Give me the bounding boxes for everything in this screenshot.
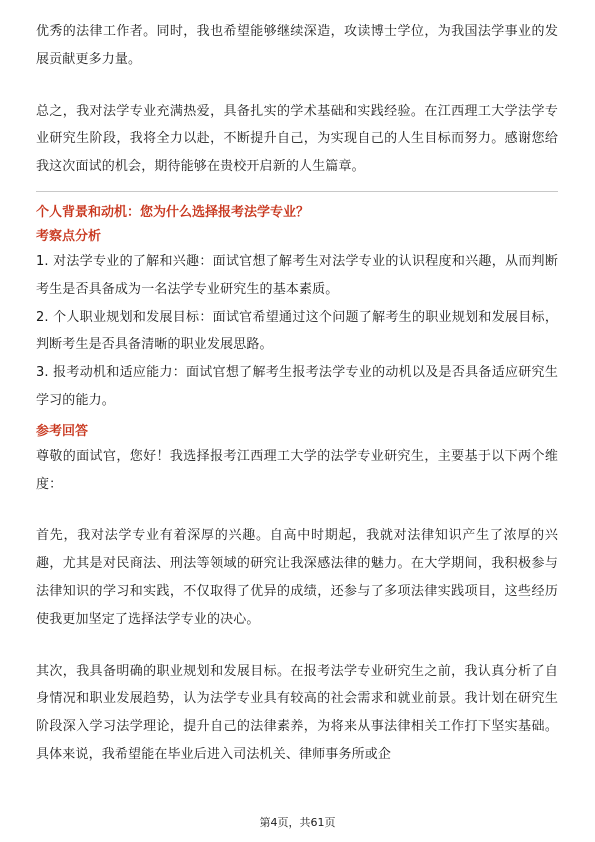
answer-paragraph-1: 首先，我对法学专业有着深厚的兴趣。自高中时期起，我就对法律知识产生了浓厚的兴趣，尤其是对民商法、刑法等领域的研究让我深感法律的魅力。在大学期间，我积极参与法律知识的学习和实践，不仅取得了优异的成绩，还参与了多项法律实践项目，这些经历使我更加坚定了选择法学专业的决心。	[36, 528, 558, 627]
analysis-heading: 考察点分析	[36, 228, 102, 244]
analysis-point-2: 2. 个人职业规划和发展目标：面试官希望通过这个问题了解考生的职业规划和发展目标，判断考生是否具备清晰的职业发展思路。	[36, 309, 558, 353]
page-content	[36, 18, 558, 769]
answer-heading: 参考回答	[36, 423, 89, 439]
spacer	[36, 498, 558, 522]
analysis-point-1: 1. 对法学专业的了解和兴趣：面试官想了解考生对法学专业的认识程度和兴趣，从而判断考生是否具备成为一名法学专业研究生的基本素质。	[36, 253, 558, 297]
paragraph-continuation: 优秀的法律工作者。同时，我也希望能够继续深造，攻读博士学位，为我国法学事业的发展贡献更多力量。	[36, 24, 558, 67]
section-divider	[36, 191, 558, 192]
spacer	[36, 634, 558, 658]
answer-intro: 尊敬的面试官，您好！我选择报考江西理工大学的法学专业研究生，主要基于以下两个维度：	[36, 448, 558, 492]
question-title: 个人背景和动机：您为什么选择报考法学专业？	[36, 204, 310, 220]
page-number: 第4页，共61页	[259, 816, 336, 829]
answer-paragraph-2: 其次，我具备明确的职业规划和发展目标。在报考法学专业研究生之前，我认真分析了自身情况和职业发展趋势，认为法学专业具有较高的社会需求和就业前景。我计划在研究生阶段深入学习法学理论，提升自己的法律素养，为将来从事法律相关工作打下坚实基础。具体来说，我希望能在毕业后进入司法机关、律师事务所或企	[36, 663, 558, 762]
analysis-point-3: 3. 报考动机和适应能力：面试官想了解考生报考法学专业的动机以及是否具备适应研究生学习的能力。	[36, 365, 558, 408]
spacer	[36, 74, 558, 98]
paragraph-conclusion: 总之，我对法学专业充满热爱，具备扎实的学术基础和实践经验。在江西理工大学法学专业研究生阶段，我将全力以赴，不断提升自己，为实现自己的人生目标而努力。感谢您给我这次面试的机会，期待能够在贵校开启新的人生篇章。	[36, 103, 558, 175]
